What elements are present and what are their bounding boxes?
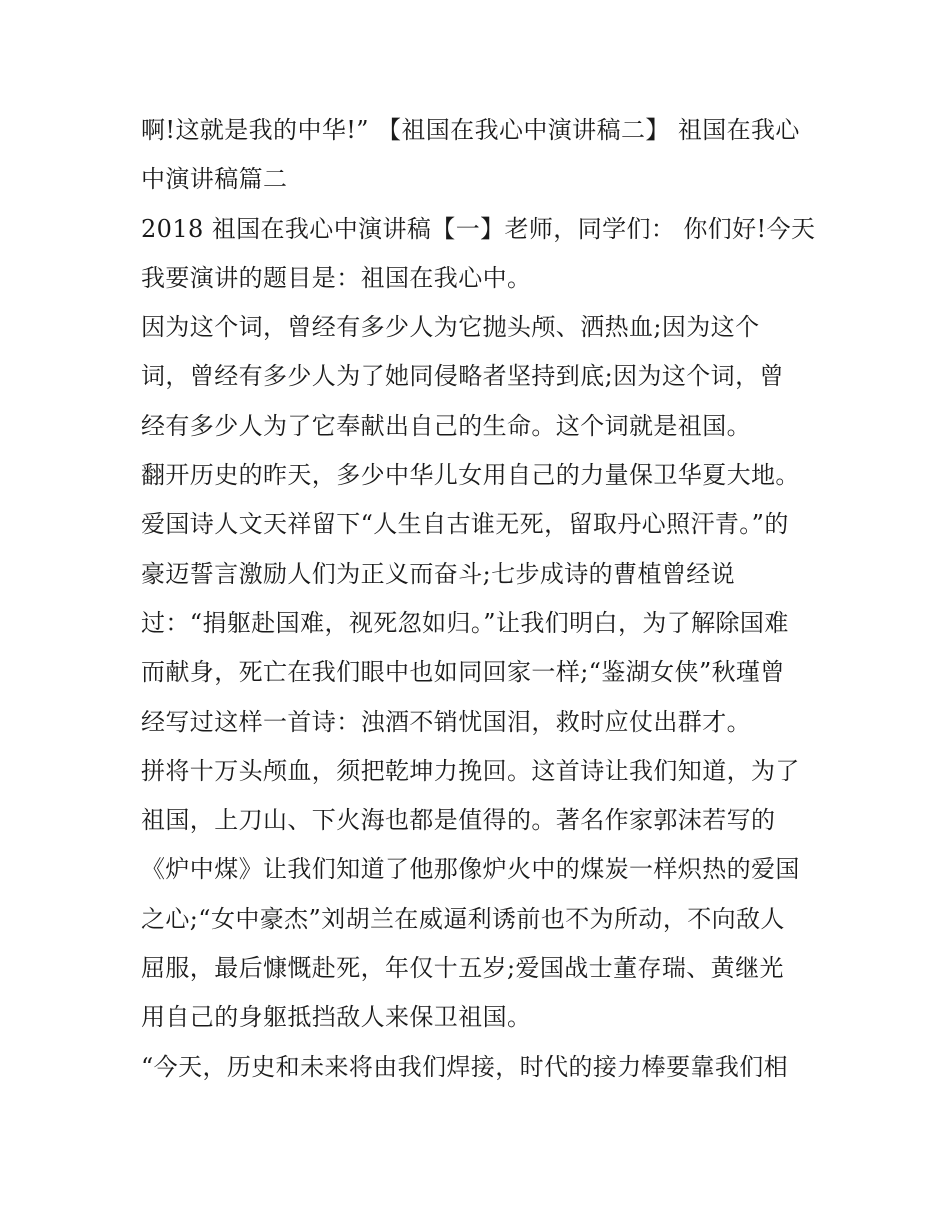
- text-line: 我要演讲的题目是：祖国在我心中。: [141, 263, 532, 292]
- text-line: 过：“捐躯赴国难，视死忽如归。”让我们明白，为了解除国难: [141, 608, 789, 637]
- text-line: 而献身，死亡在我们眼中也如同回家一样;“鉴湖女侠”秋瑾曾: [141, 658, 785, 687]
- text-line: 因为这个词，曾经有多少人为它抛头颅、洒热血;因为这个: [141, 313, 760, 342]
- text-line: 之心;“女中豪杰”刘胡兰在威逼利诱前也不为所动，不向敌人: [141, 904, 785, 933]
- text-line: 《炉中煤》让我们知道了他那像炉火中的煤炭一样炽热的爱国: [141, 855, 800, 884]
- text-line: 用自己的身躯抵挡敌人来保卫祖国。: [141, 1003, 532, 1032]
- text-line: 祖国，上刀山、下火海也都是值得的。著名作家郭沫若写的: [141, 806, 776, 835]
- text-line: 经有多少人为了它奉献出自己的生命。这个词就是祖国。: [141, 411, 751, 440]
- text-line: “今天，历史和未来将由我们焊接，时代的接力棒要靠我们相: [141, 1052, 789, 1081]
- text-line: 爱国诗人文天祥留下“人生自古谁无死，留取丹心照汗青。”的: [141, 510, 789, 539]
- text-line: 啊!这就是我的中华!” 【祖国在我心中演讲稿二】 祖国在我心: [141, 116, 800, 144]
- text-line: 2018 祖国在我心中演讲稿【一】老师，同学们： 你们好!今天: [141, 214, 816, 243]
- text-line: 拼将十万头颅血，须把乾坤力挽回。这首诗让我们知道，为了: [141, 756, 800, 785]
- document-body: [141, 106, 821, 1092]
- text-line: 豪迈誓言激励人们为正义而奋斗;七步成诗的曹植曾经说: [141, 559, 736, 588]
- text-line: 屈服，最后慷慨赴死，年仅十五岁;爱国战士董存瑞、黄继光: [141, 954, 784, 983]
- text-line: 经写过这样一首诗：浊酒不销忧国泪，救时应仗出群才。: [141, 707, 751, 736]
- text-line: 翻开历史的昨天，多少中华儿女用自己的力量保卫华夏大地。: [141, 461, 800, 490]
- text-line: 词，曾经有多少人为了她同侵略者坚持到底;因为这个词，曾: [141, 362, 784, 391]
- text-line: 中演讲稿篇二: [141, 165, 288, 194]
